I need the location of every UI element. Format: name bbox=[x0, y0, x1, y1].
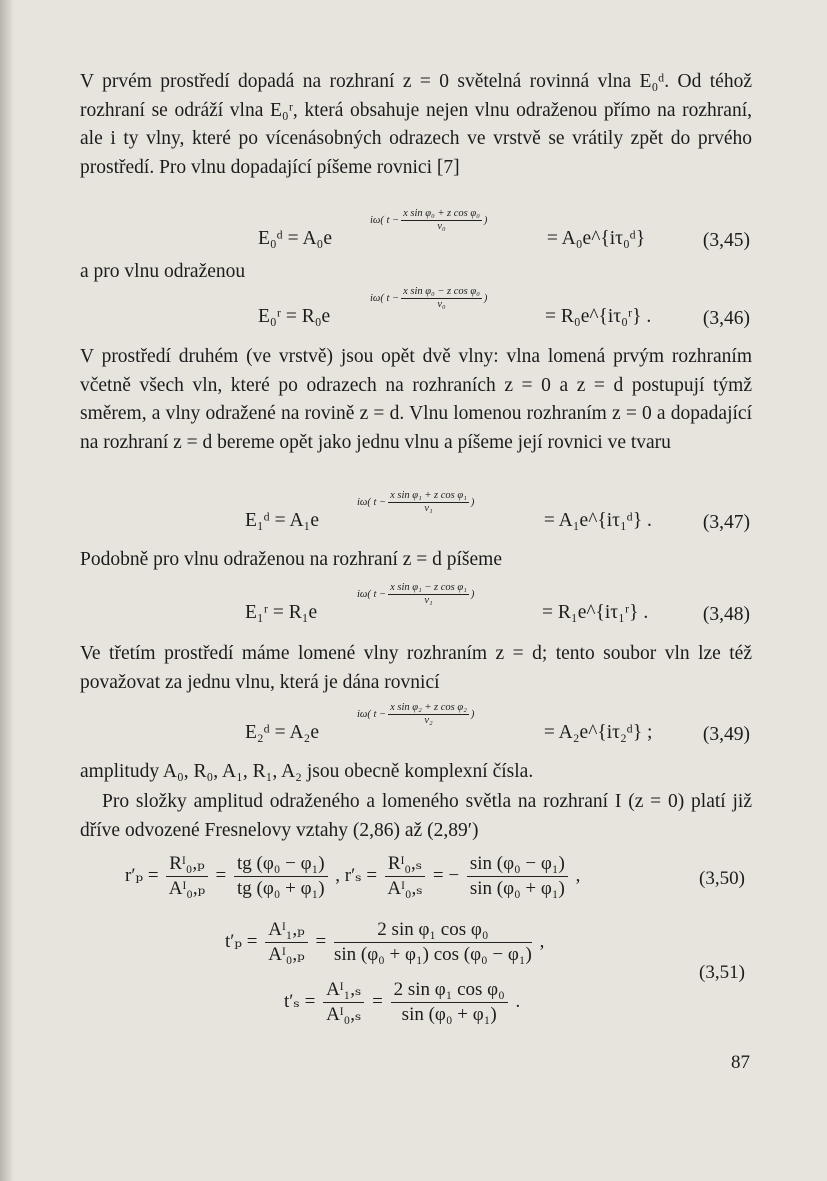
paragraph-4: Podobně pro vlnu odraženou na rozhraní z = d píšeme bbox=[80, 549, 503, 570]
equation-number: (3,51) bbox=[699, 962, 745, 983]
eq-exponent: iω( t − $\frac{\text{x sin φ₁ − z cos φ₁}}{\text{v₁}}$ ) bbox=[357, 582, 475, 606]
equation-number: (3,50) bbox=[699, 868, 745, 889]
fraction: $\frac{\text{sin (φ₀ − φ₁)}}{\text{sin (φ₀ + φ₁)}}$ bbox=[467, 852, 568, 901]
equation-3-46 bbox=[80, 286, 752, 342]
paragraph-6: amplitudy A₀, R₀, A₁, R₁, A₂ jsou obecně komplexní čísla. bbox=[80, 761, 534, 782]
fraction: $\frac{\text{2 sin φ₁ cos φ₀}}{\text{sin (φ₀ + φ₁)}}$ bbox=[391, 978, 508, 1027]
eq-exponent: iω( t − $\frac{\text{x sin φ₂ + z cos φ₂}}{\text{v₂}}$ ) bbox=[357, 702, 475, 726]
equation-3-51-ts: t′ₛ = $\frac{\text{Aᴵ₁,ₛ}}{\text{Aᴵ₀,ₛ}}$ = $\frac{\text{2 sin φ₁ cos φ₀}}{\text{sin (φ₀ + φ₁)}}$ . bbox=[284, 979, 521, 1025]
fraction: $\frac{\text{Aᴵ₁,ₚ}}{\text{Aᴵ₀,ₚ}}$ bbox=[265, 918, 308, 967]
paragraph-7: Pro složky amplitud odraženého a lomeného světla na rozhraní I (z = 0) platí již dříve odvozené Fresnelovy vztahy (2,86) až (2,89′) bbox=[80, 791, 752, 841]
fraction: $\frac{\text{tg (φ₀ − φ₁)}}{\text{tg (φ₀ + φ₁)}}$ bbox=[234, 852, 328, 901]
eq-lhs: E₀ᵈ = A₀e bbox=[258, 228, 332, 249]
eq-rhs: = R₁e^{iτ₁ʳ} . bbox=[542, 602, 649, 623]
eq-lhs: E₀ʳ = R₀e bbox=[258, 306, 331, 327]
equation-3-45 bbox=[80, 208, 752, 264]
eq-exponent: iω( t − $\frac{\text{x sin φ₀ + z cos φ₀}}{\text{v₀}}$ ) bbox=[370, 208, 488, 232]
eq-rhs: = A₂e^{iτ₂ᵈ} ; bbox=[543, 722, 653, 743]
eq-lhs: E₁ᵈ = A₁e bbox=[245, 510, 319, 531]
paragraph-1: V prvém prostředí dopadá na rozhraní z = 0 světelná rovinná vlna E₀ᵈ. Od téhož rozhraní se odráží vlna E₀ʳ, která obsahuje nejen vlnu odraženou přímo na rozhraní, ale i ty vlny, které po vícenásobných odrazech ve vrstvě se vrátily zpět do prvého prostředí. Pro vlnu dopadající píšeme rovnici [7] bbox=[80, 71, 752, 178]
eq-rhs: = A₀e^{iτ₀ᵈ} bbox=[546, 228, 646, 249]
equation-number: (3,45) bbox=[702, 230, 750, 251]
equation-number: (3,47) bbox=[702, 512, 750, 533]
equation-number: (3,46) bbox=[702, 308, 750, 329]
equation-3-49 bbox=[80, 702, 752, 758]
page-number: 87 bbox=[731, 1052, 750, 1073]
fraction: $\frac{\text{Rᴵ₀,ₛ}}{\text{Aᴵ₀,ₛ}}$ bbox=[385, 852, 425, 901]
fraction: $\frac{\text{Rᴵ₀,ₚ}}{\text{Aᴵ₀,ₚ}}$ bbox=[166, 852, 207, 901]
equation-number: (3,49) bbox=[702, 724, 750, 745]
book-spine-shadow bbox=[0, 0, 14, 1181]
paragraph-2: a pro vlnu odraženou bbox=[80, 261, 246, 282]
eq-rhs: = R₀e^{iτ₀ʳ} . bbox=[545, 306, 652, 327]
eq-lhs: E₂ᵈ = A₂e bbox=[245, 722, 319, 743]
eq-exponent: iω( t − $\frac{\text{x sin φ₁ + z cos φ₁}}{\text{v₁}}$ ) bbox=[357, 490, 475, 514]
equation-3-47 bbox=[80, 490, 752, 546]
equation-3-48 bbox=[80, 582, 752, 638]
eq-rhs: = A₁e^{iτ₁ᵈ} . bbox=[543, 510, 652, 531]
fraction: $\frac{\text{2 sin φ₁ cos φ₀}}{\text{sin (φ₀ + φ₁) cos (φ₀ − φ₁)}}$ bbox=[333, 919, 532, 965]
equation-3-51-tp: t′ₚ = $\frac{\text{Aᴵ₁,ₚ}}{\text{Aᴵ₀,ₚ}}$ = $\frac{\text{2 sin φ₁ cos φ₀}}{\text{sin (φ₀ + φ₁) cos (φ₀ − φ₁)}}$ , bbox=[225, 919, 545, 965]
equation-3-50: r′ₚ = $\frac{\text{Rᴵ₀,ₚ}}{\text{Aᴵ₀,ₚ}}$ = $\frac{\text{tg (φ₀ − φ₁)}}{\text{tg (φ₀ + φ₁)}}$ , r′ₛ = $\frac{\text{Rᴵ₀,ₛ}}{\text{Aᴵ₀,ₛ}}$ = − $\frac{\text{sin (φ₀ − φ₁)}}{\text{sin (φ₀ + φ₁)}}$ , bbox=[125, 853, 581, 899]
equation-number: (3,48) bbox=[702, 604, 750, 625]
eq-exponent: iω( t − $\frac{\text{x sin φ₀ − z cos φ₀}}{\text{v₀}}$ ) bbox=[370, 286, 488, 310]
paragraph-5: Ve třetím prostředí máme lomené vlny rozhraním z = d; tento soubor vln lze též považovat za jednu vlnu, která je dána rovnicí bbox=[80, 643, 752, 693]
fraction: $\frac{\text{Aᴵ₁,ₛ}}{\text{Aᴵ₀,ₛ}}$ bbox=[323, 978, 364, 1027]
paragraph-3: V prostředí druhém (ve vrstvě) jsou opět dvě vlny: vlna lomená prvým rozhraním včetně všech vln, které po odrazech na rozhraních z = 0 a z = d postupují týmž směrem, a vlny odražené na rovině z = d. Vlnu lomenou rozhraním z = 0 a dopadající na rozhraní z = d bereme opět jako jednu vlnu a píšeme její rovnici ve tvaru bbox=[80, 346, 752, 453]
eq-lhs: E₁ʳ = R₁e bbox=[245, 602, 318, 623]
